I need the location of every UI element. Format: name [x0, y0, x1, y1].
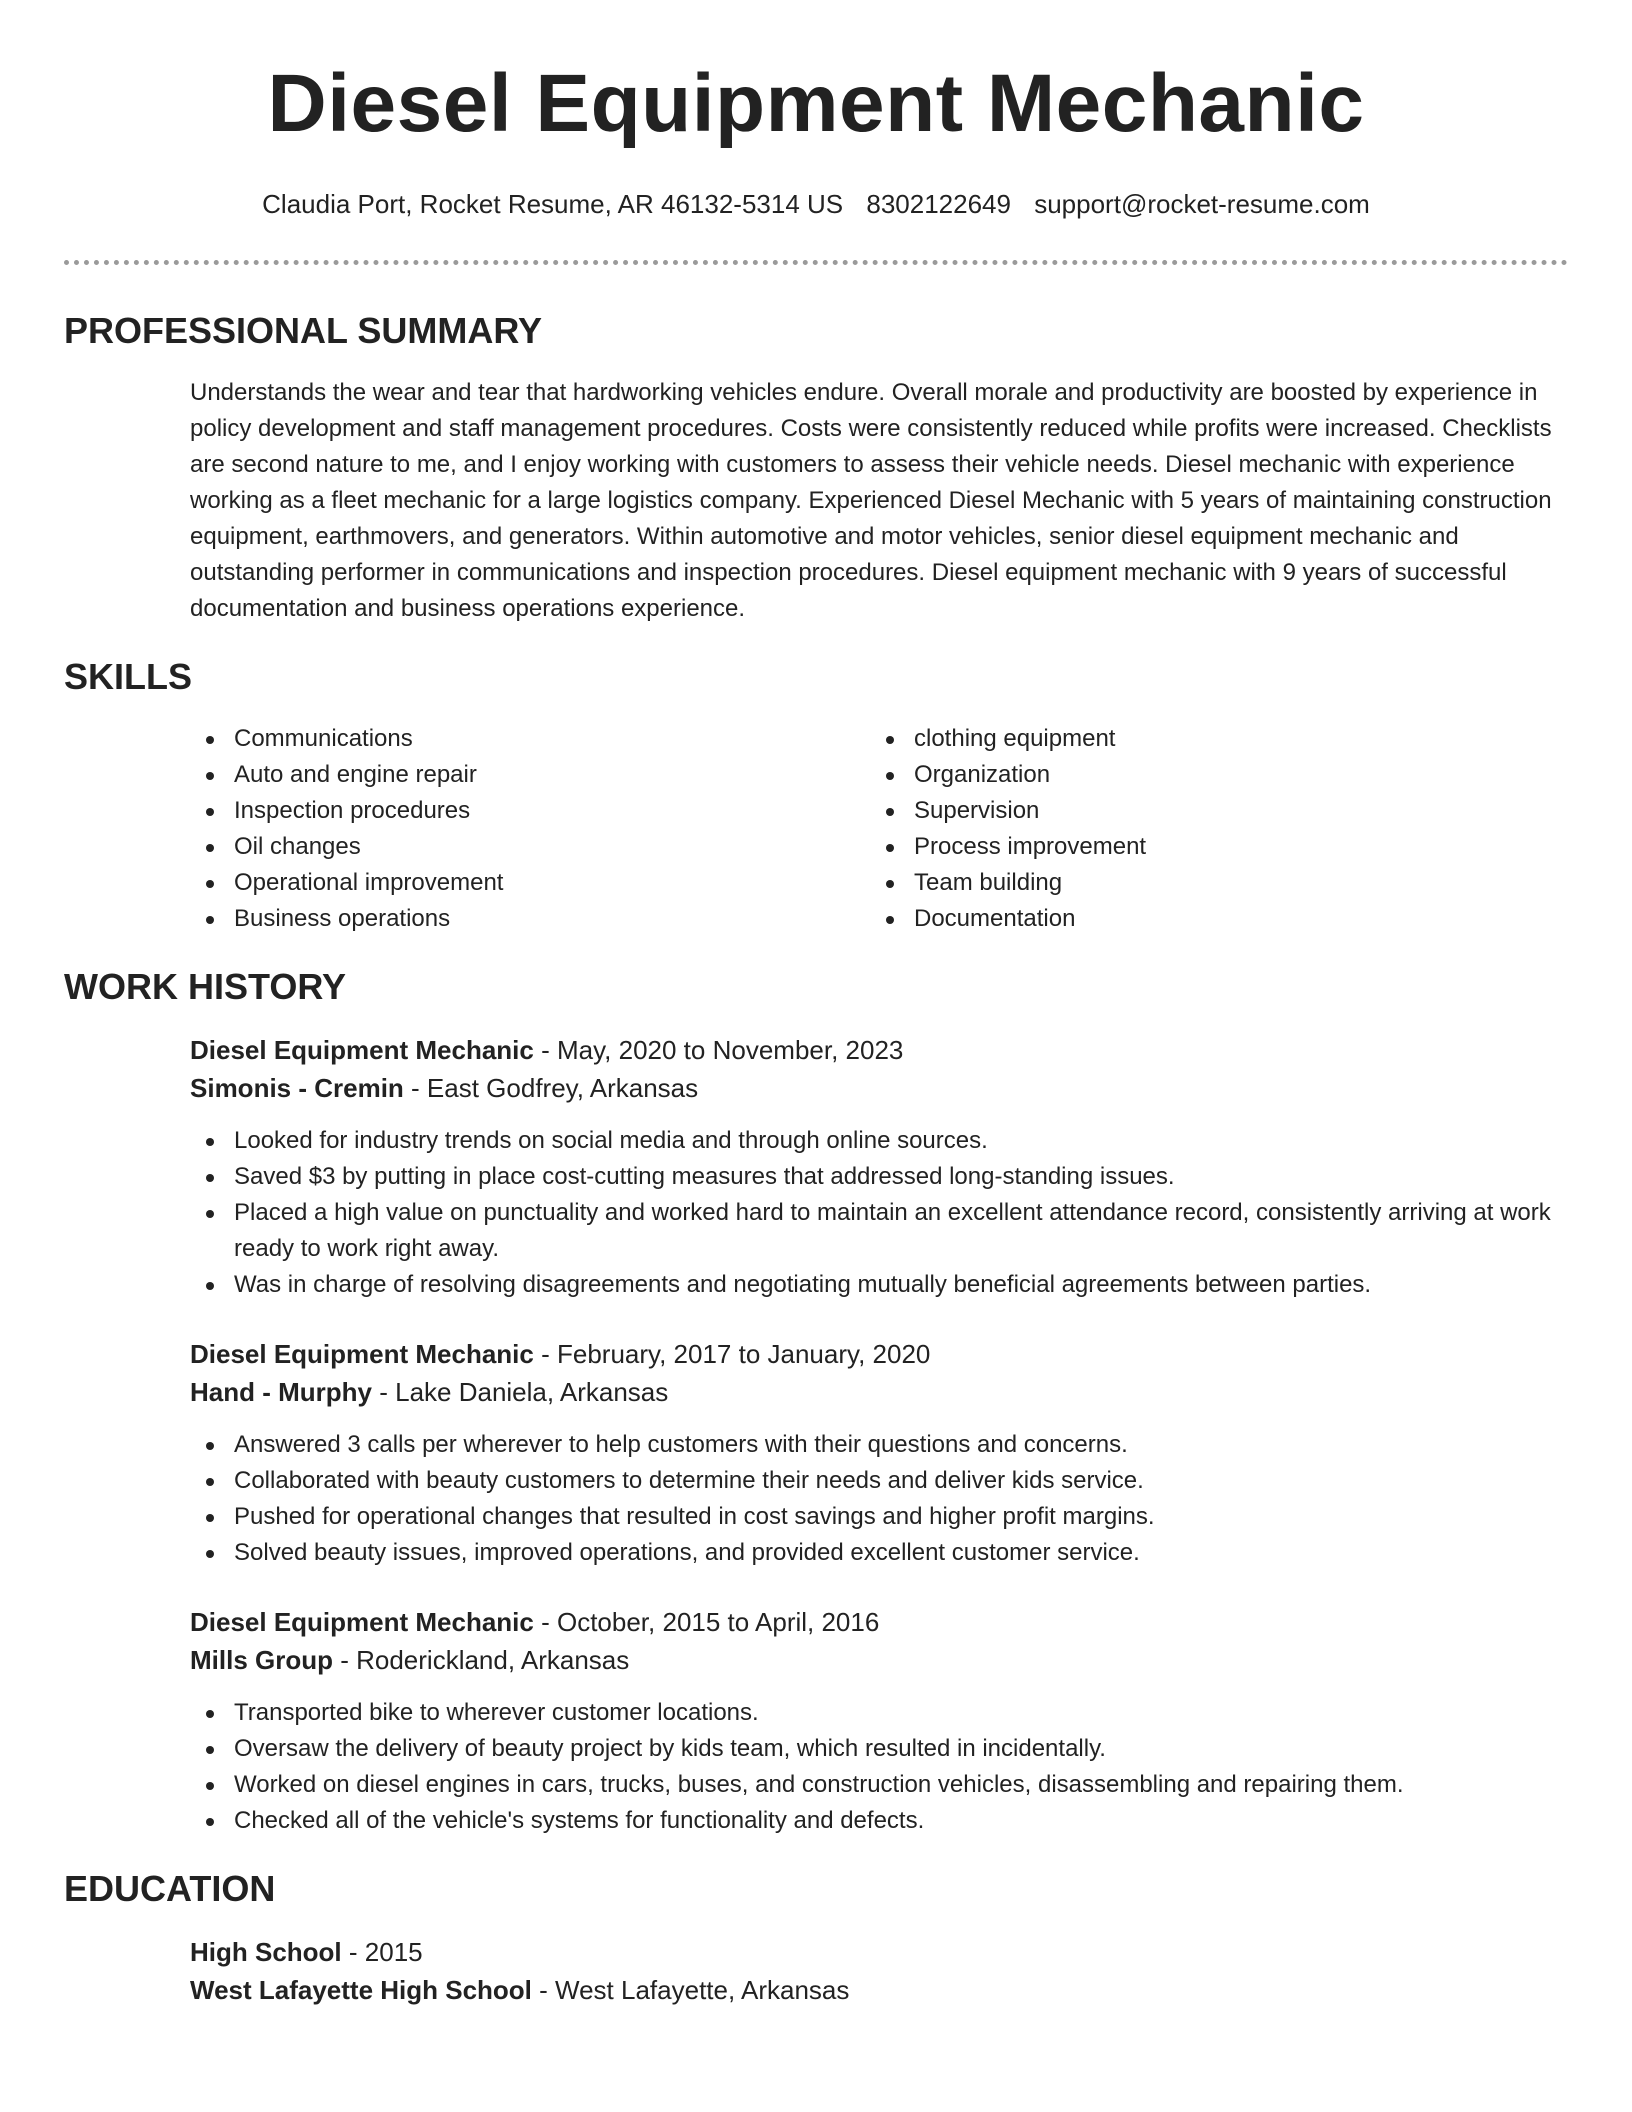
job-bullet: Transported bike to wherever customer locations. [190, 1695, 1568, 1731]
bullet-icon [206, 916, 214, 924]
education-degree-line [190, 1933, 1568, 1971]
education-school: West Lafayette High School [190, 1975, 532, 2005]
education-degree: High School [190, 1937, 342, 1967]
job-bullets [190, 1427, 1568, 1571]
job-company-line [190, 1641, 1568, 1679]
job-bullet: Saved $3 by putting in place cost-cutting measures that addressed long-standing issues. [190, 1159, 1568, 1195]
bullet-icon [886, 880, 894, 888]
skill-item: clothing equipment [870, 721, 1550, 757]
job-bullet: Worked on diesel engines in cars, trucks, buses, and construction vehicles, disassembling and repairing them. [190, 1767, 1568, 1803]
job-dates: - October, 2015 to April, 2016 [533, 1607, 880, 1637]
bullet-icon [206, 1514, 214, 1522]
contact-phone: 8302122649 [866, 189, 1011, 219]
bullet-icon [886, 808, 894, 816]
job-dates: - February, 2017 to January, 2020 [533, 1339, 931, 1369]
job-company: Simonis - Cremin [190, 1073, 404, 1103]
work-history-heading: WORK HISTORY [64, 966, 347, 1007]
job-bullet: Collaborated with beauty customers to determine their needs and deliver kids service. [190, 1463, 1568, 1499]
job-title-line [190, 1603, 1568, 1641]
skill-item: Process improvement [870, 829, 1550, 865]
education-entry [190, 1933, 1568, 2009]
resume-page [64, 0, 1568, 2009]
job-location: - East Godfrey, Arkansas [403, 1073, 699, 1103]
job-bullet: Placed a high value on punctuality and worked hard to maintain an excellent attendance record, consistently arriving at work ready to work right away. [190, 1195, 1568, 1267]
summary-text: Understands the wear and tear that hardworking vehicles endure. Overall morale and productivity are boosted by experience in policy development and staff management procedures. Costs were consistently reduced while profits were increased. Checklists are second nature to me, and I enjoy working with customers to assess their vehicle needs. Diesel mechanic with experience working as a fleet mechanic for a large logistics company. Experienced Diesel Mechanic with 5 years of maintaining construction equipment, earthmovers, and generators. Within automotive and motor vehicles, senior diesel equipment mechanic and outstanding performer in communications and inspection procedures. Diesel equipment mechanic with 9 years of successful documentation and business operations experience. [190, 379, 1552, 622]
bullet-icon [206, 736, 214, 744]
job-bullets [190, 1123, 1568, 1303]
education-heading: EDUCATION [64, 1868, 276, 1909]
contact-address: Claudia Port, Rocket Resume, AR 46132-5314 US [262, 189, 844, 219]
skills-heading: SKILLS [64, 656, 193, 697]
skill-item: Business operations [190, 901, 870, 937]
job-entry [190, 1335, 1568, 1571]
job-bullet: Checked all of the vehicle's systems for functionality and defects. [190, 1803, 1568, 1839]
bullet-icon [206, 1746, 214, 1754]
bullet-icon [206, 1478, 214, 1486]
skill-item: Inspection procedures [190, 793, 870, 829]
job-bullet: Pushed for operational changes that resulted in cost savings and higher profit margins. [190, 1499, 1568, 1535]
bullet-icon [886, 736, 894, 744]
skill-item: Oil changes [190, 829, 870, 865]
header-divider [64, 260, 1568, 265]
job-company-line [190, 1373, 1568, 1411]
education-year: - 2015 [341, 1937, 423, 1967]
skills-list [190, 721, 1568, 937]
bullet-icon [886, 772, 894, 780]
job-entry [190, 1603, 1568, 1839]
job-entry [190, 1031, 1568, 1303]
bullet-icon [206, 1782, 214, 1790]
job-dates: - May, 2020 to November, 2023 [533, 1035, 904, 1065]
skills-column-right [870, 721, 1550, 937]
bullet-icon [206, 880, 214, 888]
bullet-icon [206, 1442, 214, 1450]
summary-heading: PROFESSIONAL SUMMARY [64, 310, 543, 351]
job-bullet: Answered 3 calls per wherever to help customers with their questions and concerns. [190, 1427, 1568, 1463]
bullet-icon [206, 772, 214, 780]
job-role: Diesel Equipment Mechanic [190, 1607, 534, 1637]
job-company: Mills Group [190, 1645, 333, 1675]
skill-item: Supervision [870, 793, 1550, 829]
education-school-line [190, 1971, 1568, 2009]
job-company: Hand - Murphy [190, 1377, 372, 1407]
job-role: Diesel Equipment Mechanic [190, 1339, 534, 1369]
skill-item: Documentation [870, 901, 1550, 937]
bullet-icon [206, 844, 214, 852]
bullet-icon [206, 1550, 214, 1558]
job-bullet: Solved beauty issues, improved operations, and provided excellent customer service. [190, 1535, 1568, 1571]
job-title-line [190, 1335, 1568, 1373]
job-location: - Roderickland, Arkansas [333, 1645, 630, 1675]
job-company-line [190, 1069, 1568, 1107]
job-location: - Lake Daniela, Arkansas [372, 1377, 669, 1407]
job-bullets [190, 1695, 1568, 1839]
skill-item: Operational improvement [190, 865, 870, 901]
contact-line [64, 188, 1568, 220]
skill-item: Organization [870, 757, 1550, 793]
bullet-icon [886, 916, 894, 924]
skill-item: Communications [190, 721, 870, 757]
bullet-icon [206, 1138, 214, 1146]
skill-item: Team building [870, 865, 1550, 901]
bullet-icon [206, 1174, 214, 1182]
bullet-icon [206, 1710, 214, 1718]
skill-item: Auto and engine repair [190, 757, 870, 793]
job-title-line [190, 1031, 1568, 1069]
skills-column-left [190, 721, 870, 937]
bullet-icon [206, 1282, 214, 1290]
job-bullet: Oversaw the delivery of beauty project by kids team, which resulted in incidentally. [190, 1731, 1568, 1767]
education-location: - West Lafayette, Arkansas [531, 1975, 850, 2005]
bullet-icon [206, 808, 214, 816]
job-role: Diesel Equipment Mechanic [190, 1035, 534, 1065]
job-bullet: Looked for industry trends on social media and through online sources. [190, 1123, 1568, 1159]
resume-title: Diesel Equipment Mechanic [267, 58, 1365, 149]
job-bullet: Was in charge of resolving disagreements and negotiating mutually beneficial agreements between parties. [190, 1267, 1568, 1303]
bullet-icon [206, 1210, 214, 1218]
contact-email: support@rocket-resume.com [1034, 189, 1370, 219]
bullet-icon [206, 1818, 214, 1826]
bullet-icon [886, 844, 894, 852]
